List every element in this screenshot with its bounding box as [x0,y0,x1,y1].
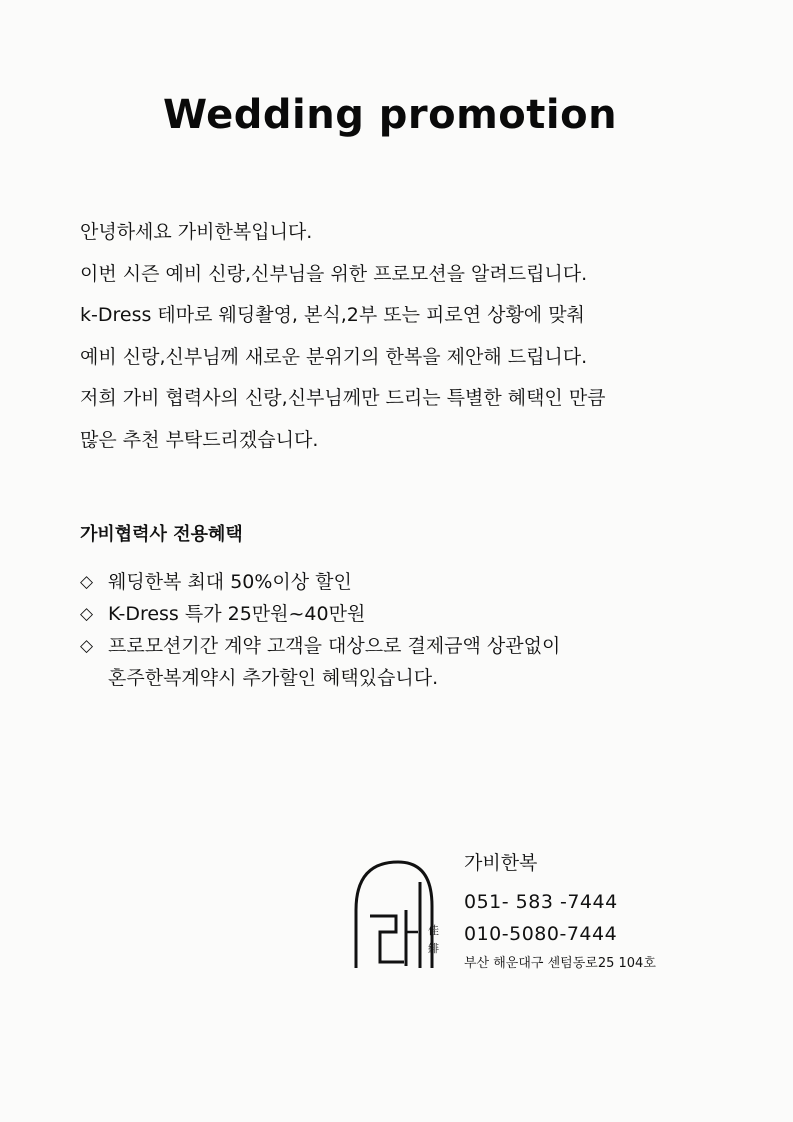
benefit-text: 혼주한복계약시 추가할인 혜택있습니다. [108,667,439,689]
diamond-bullet-icon: ◇ [80,604,94,624]
shop-name: 가비한복 [464,852,538,874]
benefit-item [80,630,740,694]
benefit-text: 웨딩한복 최대 50%이상 할인 [108,571,352,593]
contact-block [464,846,656,978]
shop-address: 부산 해운대구 센텀동로25 104호 [464,956,656,971]
page-title: Wedding promotion [162,92,618,138]
diamond-bullet-icon: ◇ [80,572,94,592]
intro-line: k-Dress 테마로 웨딩촬영, 본식,2부 또는 피로연 상황에 맞춰 [80,304,585,326]
benefits-list [80,566,740,694]
diamond-bullet-icon: ◇ [80,636,94,656]
benefit-item [80,598,740,630]
intro-line: 저희 가비 협력사의 신랑,신부님께만 드리는 특별한 혜택인 만큼 [80,387,606,409]
logo-hanja-top: 佳 [428,924,439,937]
benefit-text: 프로모션기간 계약 고객을 대상으로 결제금액 상관없이 [108,635,561,657]
logo-hanja-bottom: 緋 [428,942,439,955]
intro-line: 안녕하세요 가비한복입니다. [80,221,313,243]
phone-mobile: 010-5080-7444 [464,923,618,945]
intro-line: 예비 신랑,신부님께 새로운 분위기의 한복을 제안해 드립니다. [80,345,588,368]
benefits-heading: 가비협력사 전용혜택 [80,524,243,545]
intro-line: 많은 추천 부탁드리겠습니다. [80,428,319,451]
intro-text [80,212,720,461]
benefit-text: K-Dress 특가 25만원~40만원 [108,603,366,625]
benefit-item [80,566,740,598]
intro-line: 이번 시즌 예비 신랑,신부님을 위한 프로모션을 알려드립니다. [80,262,588,285]
gabi-hanbok-logo [348,856,448,974]
phone-landline: 051- 583 -7444 [464,891,618,913]
